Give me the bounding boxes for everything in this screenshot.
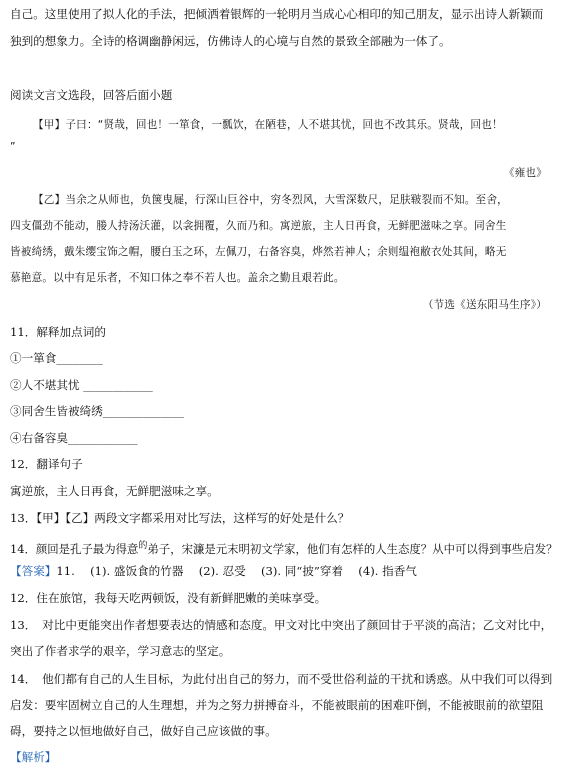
analysis-tag: 【解析】 <box>10 750 57 764</box>
question-11-item-1: ①一箪食________ <box>10 351 103 365</box>
question-13: 13．【甲】【乙】两段文字都采用对比写法，这样写的好处是什么？ <box>10 511 350 525</box>
question-11-item-3: ③同舍生皆被绮绣______________ <box>10 404 184 418</box>
passage-yi-line-4: 慕艳意。以中有足乐者，不知口体之奉不若人也。盖余之勤且艰若此。 <box>10 272 345 284</box>
passage-yi-line-2: 四支僵劲不能动，媵人持汤沃灌，以衾拥覆，久而乃和。寓逆旅，主人日再食，无鲜肥滋味之享。同舍生 <box>10 220 507 232</box>
question-12-sentence: 寓逆旅，主人日再食，无鲜肥滋味之享。 <box>10 484 219 498</box>
passage-jia-line-2: ” <box>10 141 16 153</box>
answer-14-line-2: 启发：要牢固树立自己的人生理想，并为之努力拼搏奋斗，不能被眼前的困难吓倒，不能被眼前的欲望阻 <box>10 698 544 712</box>
passage-yi-line-3: 皆被绮绣，戴朱缨宝饰之帽，腰白玉之环，左佩刀，右备容臭，烨然若神人；余则缊袍敝衣处其间，略无 <box>10 246 507 258</box>
answer-11 <box>10 563 417 579</box>
passage-jia-line-1: 【甲】子曰：“贤哉，回也！一箪食，一瓢饮，在陋巷，人不堪其忧，回也不改其乐。贤哉，回也！ <box>33 119 503 131</box>
intro-line-2: 独到的想象力。全诗的格调幽静闲远，仿佛诗人的心境与自然的景致全部融为一体了。 <box>10 34 451 48</box>
question-11-item-4: ④右备容臭____________ <box>10 431 138 445</box>
answer-tag: 【答案】 <box>10 564 57 578</box>
question-11: 11．解释加点词的 <box>10 325 106 339</box>
question-12: 12．翻译句子 <box>10 457 83 471</box>
reading-instruction: 阅读文言文选段，回答后面小题 <box>10 88 173 102</box>
question-14 <box>10 538 558 557</box>
answer-13-line-1: 13． 对比中更能突出作者想要表达的情感和态度。甲文对比中突出了颜回甘于平淡的高洁；乙文对比中， <box>10 618 553 632</box>
answer-11-text: 11. (1). 盛饭食的竹器 (2). 忍受 (3). 同“披”穿着 (4). 指香气 <box>56 564 417 578</box>
passage-jia-source: 《雍也》 <box>503 167 547 179</box>
question-14-part-2: 弟子，宋濂是元末明初文学家，他们有怎样的人生态度？从中可以得到事些启发？ <box>147 541 558 556</box>
question-14-superscript: 的 <box>138 541 148 551</box>
question-11-item-2: ②人不堪其忧 ____________ <box>10 378 153 392</box>
passage-yi-source: （节选《送东阳马生序》） <box>422 299 547 311</box>
answer-13-line-2: 突出了作者求学的艰辛，学习意志的坚定。 <box>10 644 231 658</box>
answer-14-line-3: 碍，要持之以恒地做好自己，做好自己应该做的事。 <box>10 724 277 738</box>
question-14-part-1: 14．颜回是孔子最为得意 <box>10 541 139 556</box>
answer-12: 12．住在旅馆，我每天吃两顿饭，没有新鲜肥嫩的美味享受。 <box>10 591 327 605</box>
passage-yi-line-1: 【乙】当余之从师也，负箧曳屣，行深山巨谷中，穷冬烈风，大雪深数尺，足肤皲裂而不知。至舍， <box>33 194 508 206</box>
answer-14-line-1: 14． 他们都有自己的人生目标，为此付出自己的努力，而不受世俗利益的干扰和诱惑。从中我们可以得到 <box>10 672 553 686</box>
intro-line-1: 自己。这里使用了拟人化的手法，把倾洒着银辉的一轮明月当成心心相印的知己朋友，显示出诗人新颖而 <box>10 7 544 21</box>
